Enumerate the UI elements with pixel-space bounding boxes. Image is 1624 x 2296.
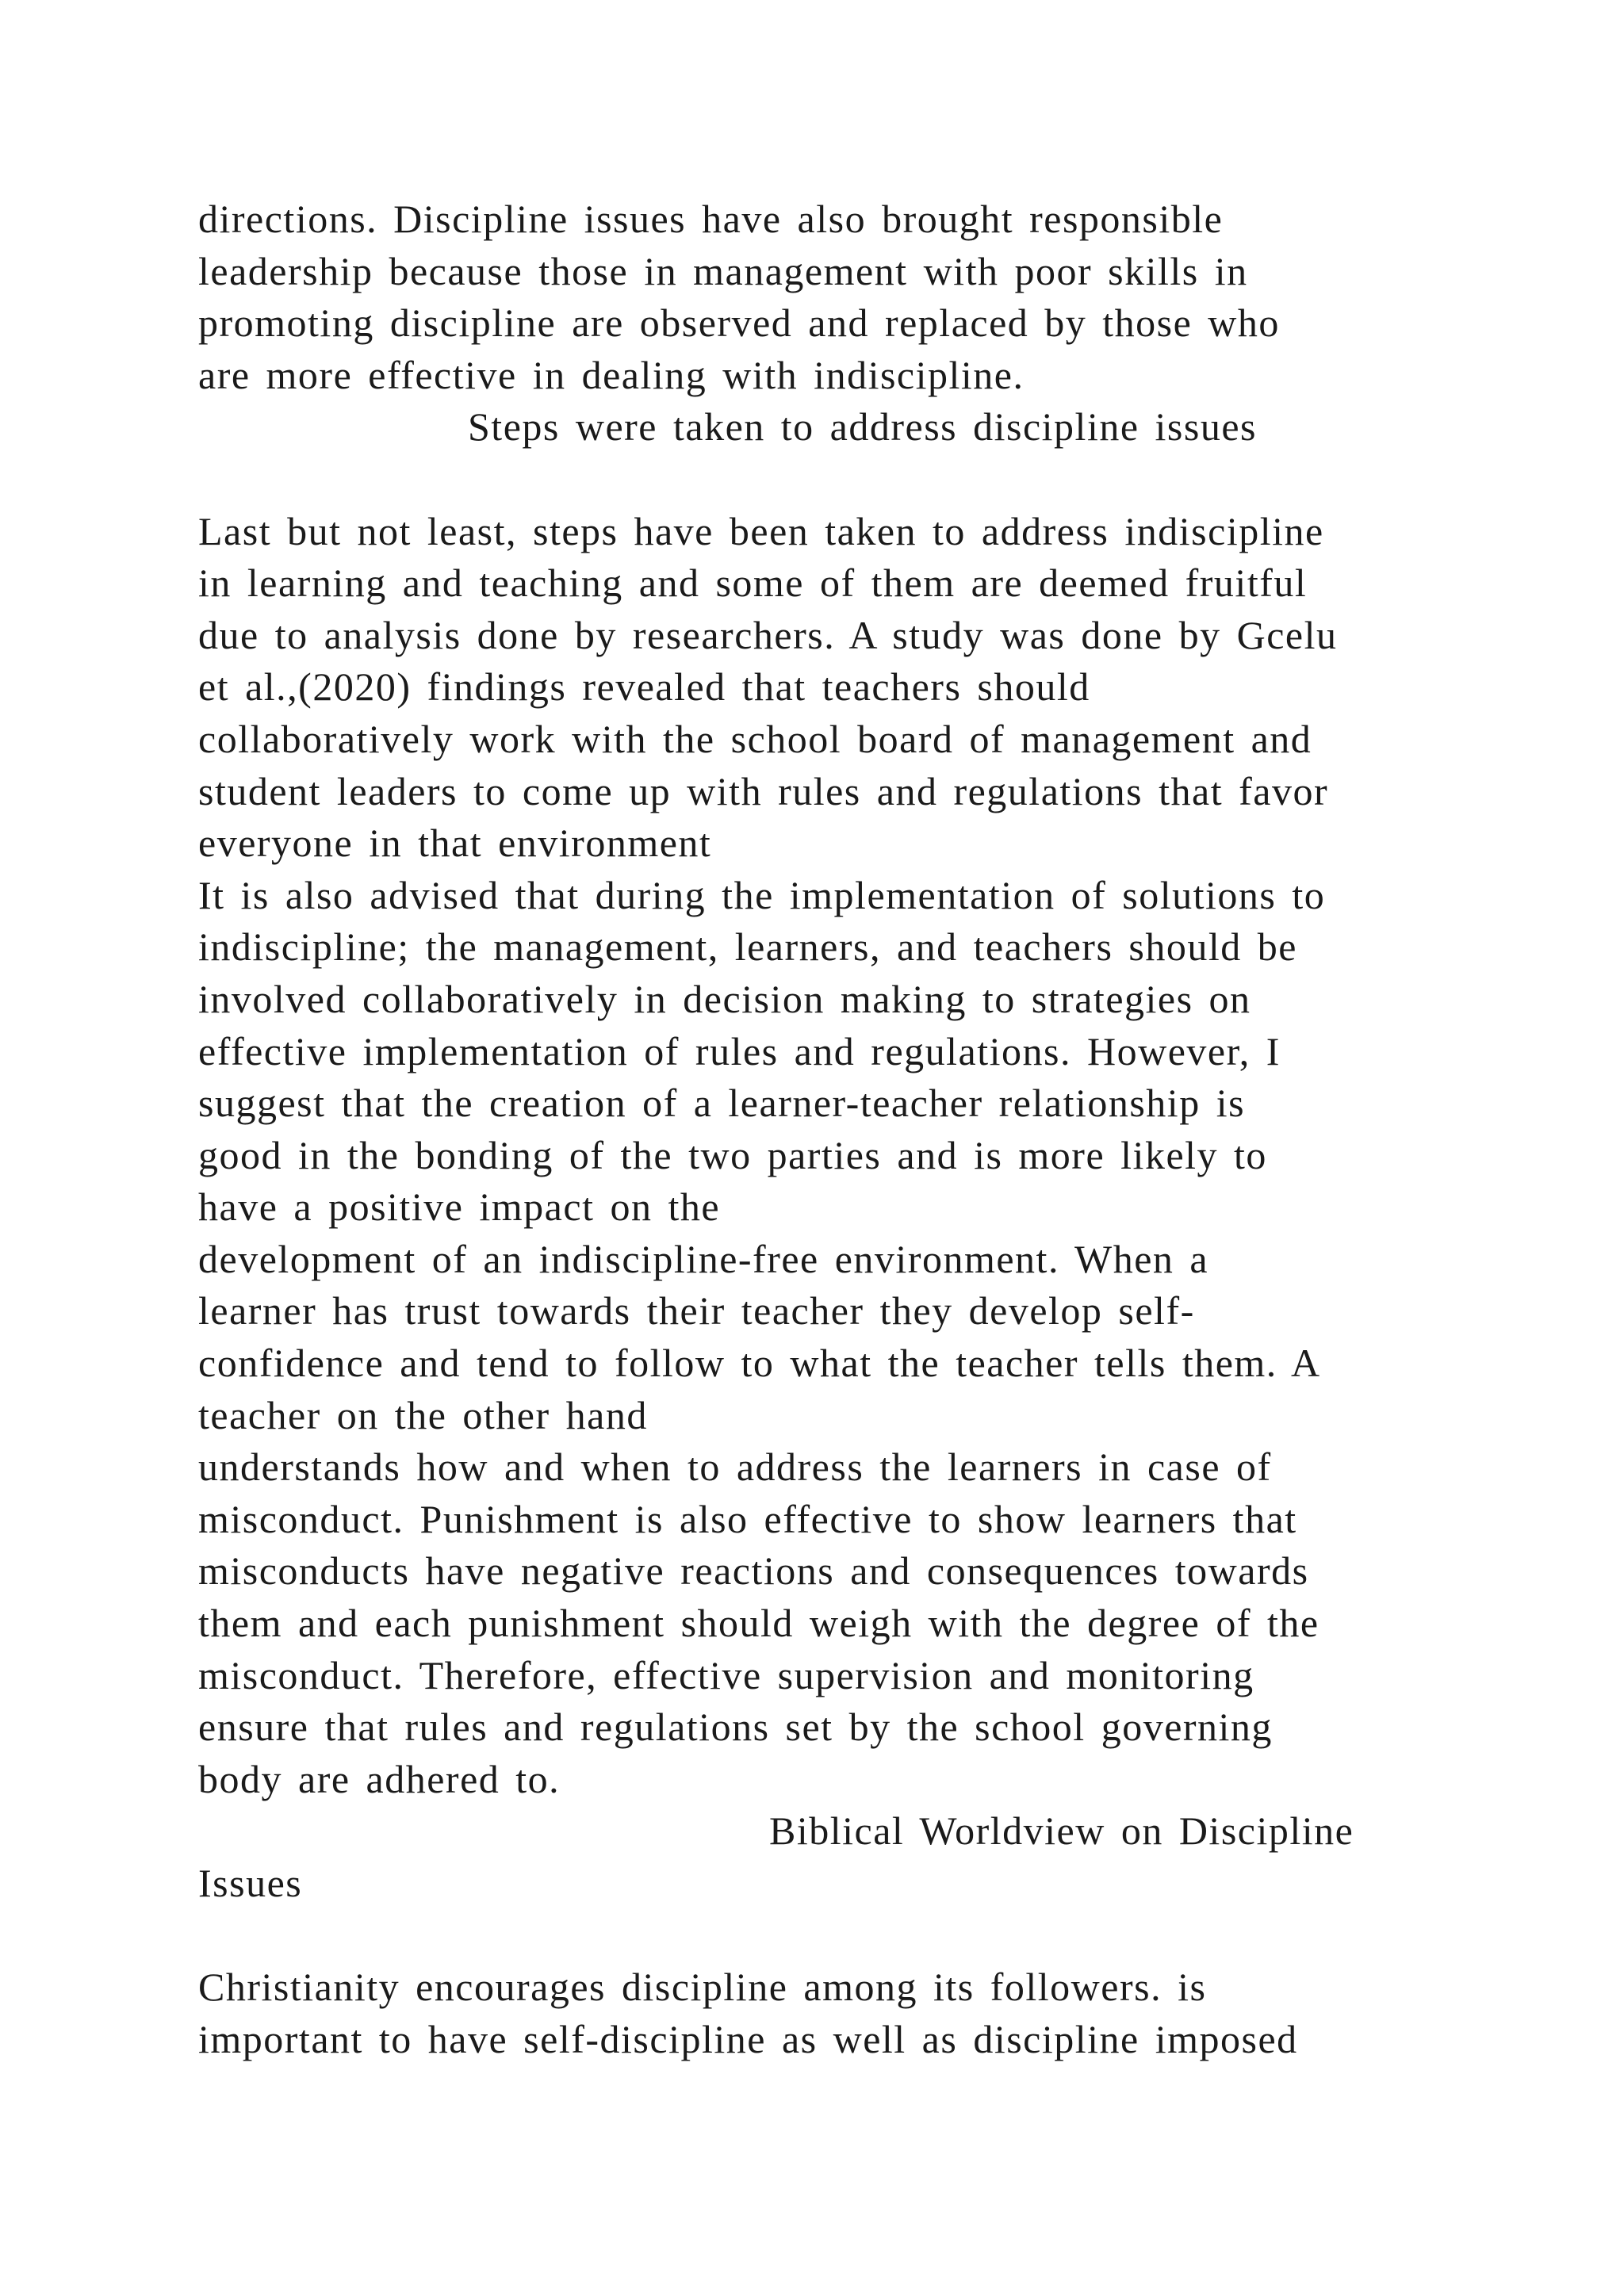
text-line-27: misconducts have negative reactions and consequences towards (198, 1548, 1309, 1594)
text-line-2: leadership because those in management with poor skills in (198, 248, 1248, 293)
text-line-14: It is also advised that during the implementation of solutions to (198, 872, 1326, 917)
text-line-17: effective implementation of rules and regulations. However, I (198, 1028, 1281, 1073)
section-heading-biblical-cont: Issues (198, 1861, 303, 1905)
text-line-8: in learning and teaching and some of them are deemed fruitful (198, 561, 1308, 606)
text-line-31: body are adhered to. (198, 1756, 561, 1801)
text-line-21: development of an indiscipline-free environment. When a (198, 1236, 1209, 1281)
text-line-20: have a positive impact on the (198, 1184, 721, 1230)
text-line-18: suggest that the creation of a learner-teacher relationship is (198, 1081, 1246, 1126)
text-line-35: Christianity encourages discipline among its followers. is (198, 1965, 1207, 2010)
text-line-10: et al.,(2020) findings revealed that teachers should (198, 664, 1090, 710)
section-heading-steps: Steps were taken to address discipline issues (198, 404, 1257, 450)
text-line-19: good in the bonding of the two parties and is more likely to (198, 1132, 1267, 1177)
section-heading-biblical: Biblical Worldview on Discipline (198, 1808, 1354, 1854)
text-line-28: them and each punishment should weigh with the degree of the (198, 1601, 1320, 1646)
blank-line (198, 1910, 1483, 1962)
text-line-13: everyone in that environment (198, 821, 712, 866)
text-line-30: ensure that rules and regulations set by the school governing (198, 1705, 1273, 1750)
text-line-24: teacher on the other hand (198, 1392, 648, 1437)
text-line-16: involved collaboratively in decision making to strategies on (198, 976, 1251, 1021)
text-line-4: are more effective in dealing with indiscipline. (198, 352, 1025, 397)
text-line-11: collaboratively work with the school board of management and (198, 716, 1312, 761)
blank-line (198, 453, 1483, 506)
text-line-29: misconduct. Therefore, effective supervision and monitoring (198, 1652, 1254, 1697)
text-line-3: promoting discipline are observed and replaced by those who (198, 300, 1280, 346)
text-line-25: understands how and when to address the learners in case of (198, 1445, 1272, 1490)
text-line-7: Last but not least, steps have been taken to address indiscipline (198, 508, 1324, 553)
text-line-22: learner has trust towards their teacher they develop self- (198, 1288, 1195, 1334)
text-line-12: student leaders to come up with rules and regulations that favor (198, 768, 1329, 813)
text-line-26: misconduct. Punishment is also effective to show learners that (198, 1496, 1297, 1541)
text-line-36: important to have self-discipline as well as discipline imposed (198, 2016, 1298, 2061)
text-line-1: directions. Discipline issues have also brought responsible (198, 197, 1224, 241)
text-line-23: confidence and tend to follow to what the teacher tells them. A (198, 1341, 1321, 1386)
document-body (198, 193, 1483, 2065)
text-line-9: due to analysis done by researchers. A study was done by Gcelu (198, 612, 1338, 657)
text-line-15: indiscipline; the management, learners, and teachers should be (198, 924, 1297, 970)
